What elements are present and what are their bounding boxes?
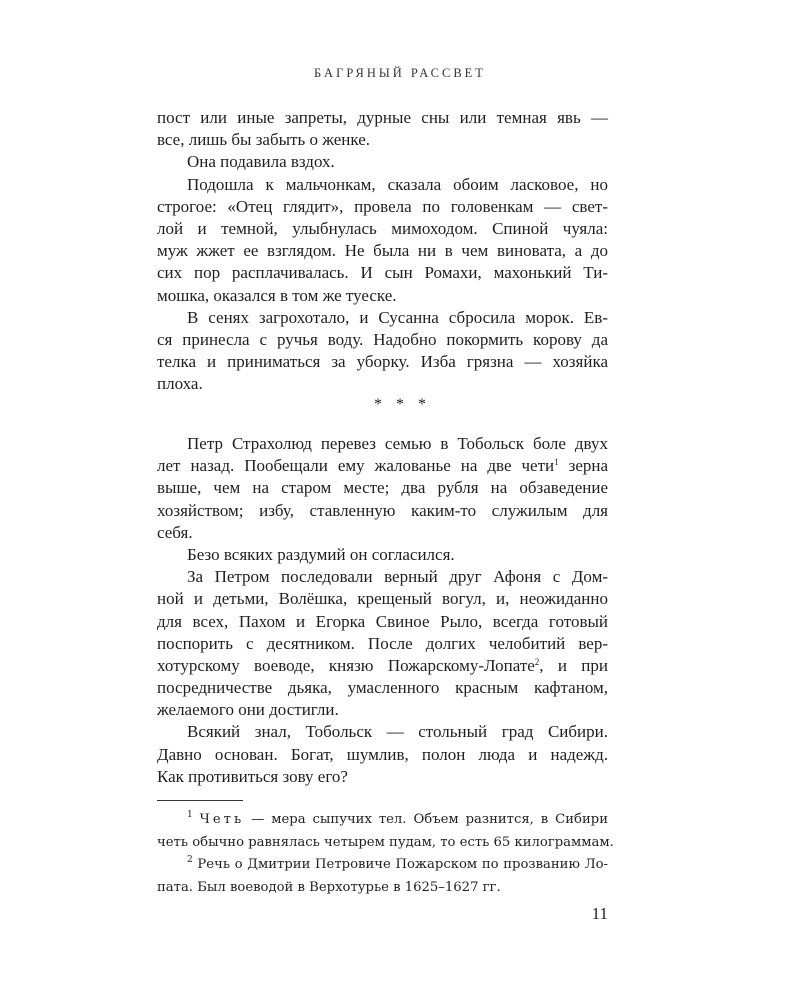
- text-line: [157, 240, 608, 262]
- line-text: строгое: «Отец глядит», провела по головенкам — свет-: [157, 196, 608, 216]
- line-text: плоха.: [157, 374, 203, 394]
- running-header: БАГРЯНЫЙ РАССВЕТ: [314, 66, 486, 80]
- text-line: [157, 285, 608, 307]
- page-number: 11: [591, 904, 608, 923]
- text-line: [157, 151, 608, 173]
- line-text: За Петром последовали верный друг Афоня с Дом-: [187, 567, 608, 587]
- footnote-marker: 1: [187, 810, 193, 820]
- text-line: [157, 329, 608, 351]
- line-text: ной и детьми, Волёшка, крещеный вогул, и, неожиданно: [157, 589, 608, 609]
- text-line: [157, 351, 608, 373]
- text-section-1: [157, 107, 608, 395]
- line-text: , и при: [539, 655, 609, 675]
- line-text: ся принесла с ручья воду. Надобно покормить корову да: [157, 329, 608, 349]
- line-text: выше, чем на старом месте; два рубля на обзаведение: [157, 478, 608, 498]
- text-line: [157, 129, 608, 151]
- text-line: [157, 766, 608, 788]
- line-text: мошка, оказался в том же туеске.: [157, 285, 397, 305]
- footnote-line: [157, 877, 608, 900]
- text-line: [157, 373, 608, 395]
- line-text: себя.: [157, 522, 193, 542]
- line-text: пост или иные запреты, дурные сны или темная явь —: [157, 108, 608, 127]
- text-line: [157, 611, 608, 633]
- text-line: [157, 500, 608, 522]
- text-line: [157, 699, 608, 721]
- footnote-line: [157, 832, 614, 855]
- line-text: пата. Был воеводой в Верхотурье в 1625–1627 гг.: [157, 880, 501, 896]
- text-line: [157, 744, 608, 766]
- text-line: [157, 721, 608, 743]
- line-text: телка и приниматься за уборку. Изба грязна — хозяйка: [157, 352, 608, 372]
- line-text: В сенях загрохотало, и Сусанна сбросила морок. Ев-: [187, 307, 608, 327]
- line-text: поспорить с десятником. После долгих челобитий вер-: [157, 633, 608, 653]
- section-break: * * *: [374, 396, 426, 413]
- text-line: [157, 262, 608, 284]
- text-line: [157, 544, 608, 566]
- line-text: для всех, Пахом и Егорка Свиное Рыло, всегда готовый: [157, 611, 608, 631]
- line-text: зерна: [558, 456, 609, 476]
- text-line: [157, 477, 608, 499]
- text-section-2: [157, 433, 608, 788]
- text-line: [157, 655, 608, 677]
- footnote-ref: 1: [554, 457, 559, 468]
- line-text: все, лишь бы забыть о женке.: [157, 130, 371, 150]
- text-line: [157, 522, 608, 544]
- line-text: Она подавила вздох.: [187, 152, 335, 172]
- footnotes: [157, 809, 614, 900]
- text-line: [157, 677, 608, 699]
- text-line: [157, 196, 608, 218]
- text-line: [157, 174, 608, 196]
- line-text: хотурскому воеводе, князю Пожарскому-Лопате: [157, 655, 535, 675]
- line-text: Как противиться зову его?: [157, 766, 348, 786]
- line-text: — мера сыпучих тел. Объем разнится, в Сибири: [244, 812, 608, 827]
- line-text: муж жжет ее взглядом. Не была ни в чем виновата, а до: [157, 241, 608, 261]
- line-text: четь обычно равнялась четырем пудам, то есть 65 килограммам.: [157, 834, 614, 850]
- line-text: Всякий знал, Тобольск — стольный град Сибири.: [187, 722, 608, 742]
- line-text: Петр Страхолюд перевез семью в Тобольск боле двух: [187, 434, 608, 453]
- line-text: лет назад. Пообещали ему жалованье на две чети: [157, 456, 555, 476]
- text-line: [157, 633, 608, 655]
- text-line: [157, 455, 608, 477]
- text-line: [157, 588, 608, 610]
- line-text: хозяйством; избу, ставленную каким-то служилым для: [157, 500, 608, 520]
- text-line: [157, 307, 608, 329]
- line-text: сих пор расплачивалась. И сын Ромахи, махонький Ти-: [157, 263, 608, 283]
- line-text: Давно основан. Богат, шумлив, полон люда и надежд.: [157, 744, 608, 764]
- line-text: желаемого они достигли.: [157, 700, 339, 720]
- footnote-line: [157, 809, 608, 832]
- line-text: Речь о Дмитрии Петровиче Пожарском по прозванию Ло-: [197, 857, 609, 873]
- footnote-ref: 2: [534, 656, 540, 667]
- line-text: посредничестве дьяка, умасленного красным кафтаном,: [157, 678, 608, 698]
- footnote-marker: 2: [187, 855, 193, 866]
- footnote-term: Четь: [199, 812, 245, 827]
- line-text: Безо всяких раздумий он согласился.: [187, 544, 455, 564]
- text-line: [157, 433, 608, 455]
- footnote-divider: [157, 800, 243, 801]
- line-text: Подошла к мальчонкам, сказала обоим ласковое, но: [187, 174, 608, 194]
- text-line: [157, 566, 608, 588]
- text-line: [157, 107, 608, 129]
- line-text: лой и темной, улыбнулась мимоходом. Спиной чуяла:: [157, 218, 608, 238]
- footnote-line: [157, 854, 608, 877]
- text-line: [157, 218, 608, 240]
